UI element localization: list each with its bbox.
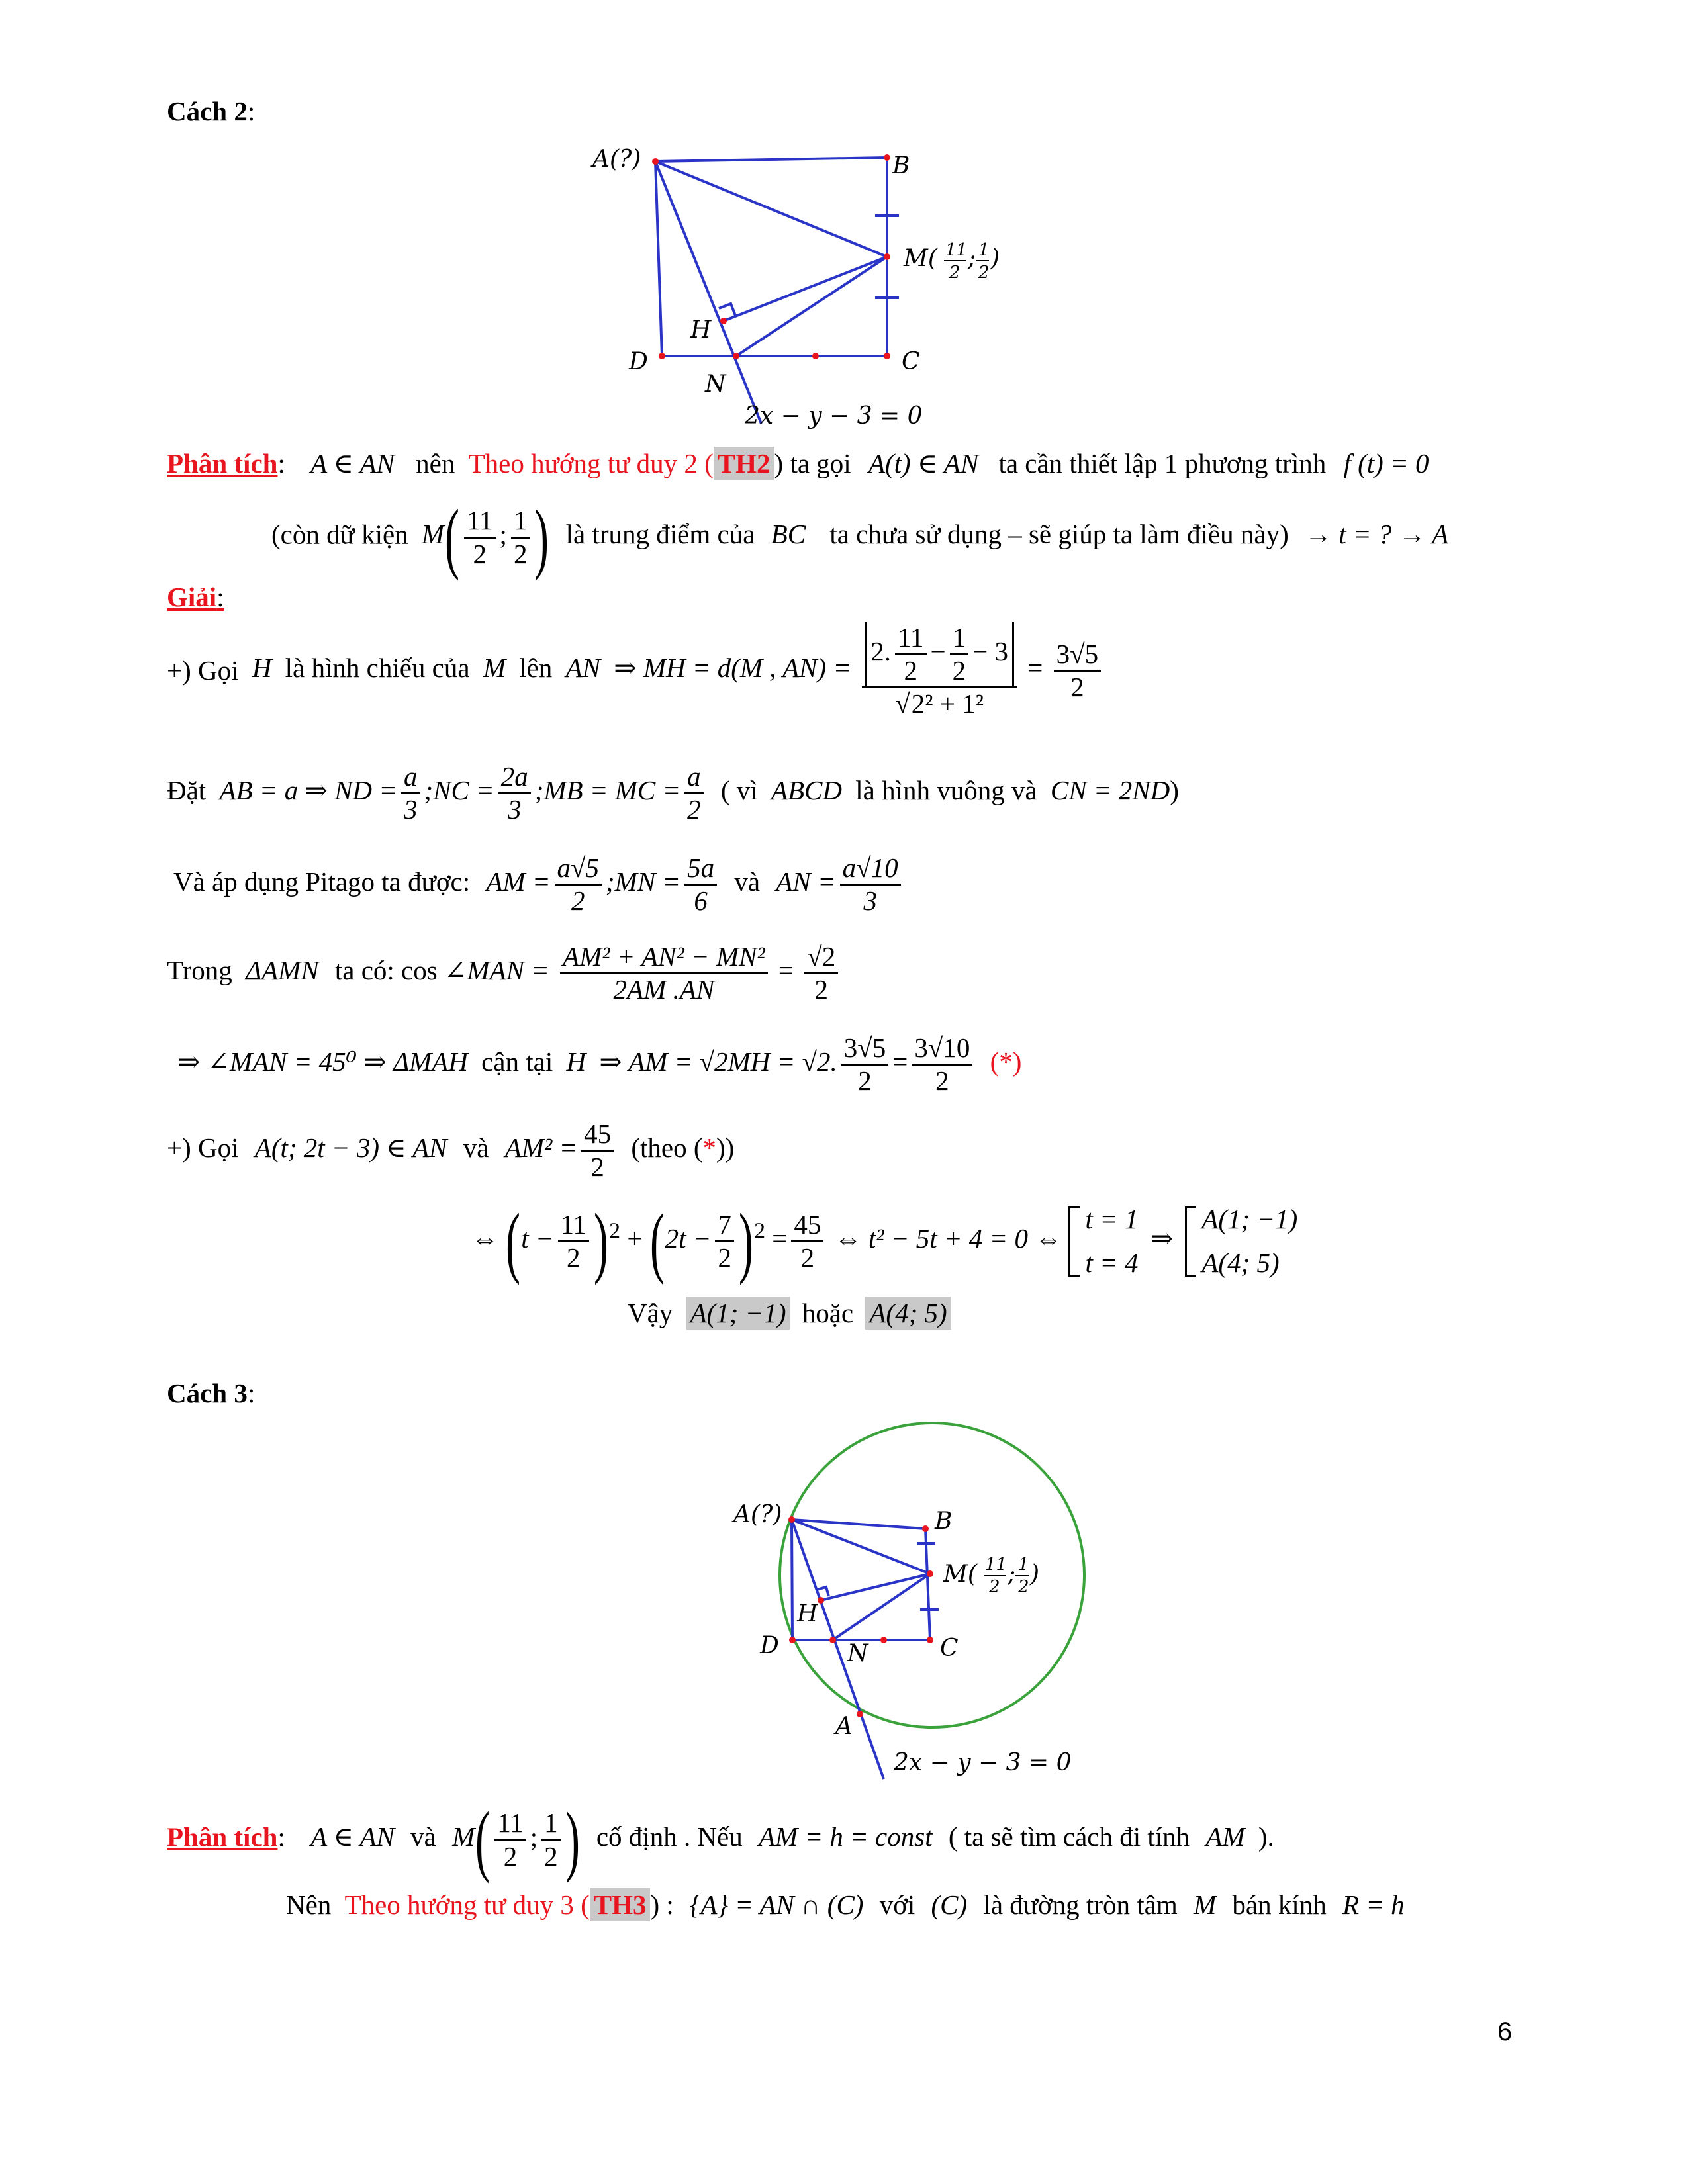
phantich2: Phân tích: A ∈ AN và M( $\frac{11}{2}$ ; $\frac{1}{2}$ ) cố định . Nếu AM = h = const ( ta sẽ tìm cách đi tính AM ). — [167, 1796, 1274, 1884]
page-number: 6 — [1497, 2017, 1513, 2046]
svg-text:): ) — [990, 245, 1000, 272]
svg-text:;: ; — [1008, 1561, 1016, 1588]
label-d: D — [760, 1632, 779, 1659]
label-a: A — [835, 1713, 853, 1740]
cach2-heading: Cách 2: — [167, 96, 256, 126]
label-h: H — [797, 1600, 818, 1627]
svg-text:2: 2 — [989, 1577, 1000, 1597]
svg-text:): ) — [1030, 1561, 1040, 1588]
line-equation: 2x − y − 3 = 0 — [745, 402, 923, 430]
edge-ab — [655, 158, 887, 161]
label-c: C — [940, 1635, 959, 1662]
label-h: H — [690, 316, 712, 343]
label-c: C — [902, 348, 920, 375]
figure-square-1 — [0, 0, 1688, 463]
label-m: M( — [943, 1561, 977, 1588]
svg-text:2: 2 — [1018, 1577, 1029, 1597]
figure-circle-2 — [0, 1390, 1688, 1787]
phantich1-line1: Phân tích: A ∈ AN nên Theo hướng tư duy 2 ( TH2 ) ta gọi A(t) ∈ AN ta cần thiết lập 1 phương trình f (t) = 0 — [167, 448, 1429, 478]
svg-text:11: 11 — [945, 240, 968, 260]
label-b: B — [892, 152, 910, 179]
svg-text:11: 11 — [985, 1555, 1008, 1574]
conclusion: Vậy A(1; −1) hoặc A(4; 5) — [628, 1300, 951, 1327]
label-b: B — [935, 1508, 953, 1535]
phantich1-line2: (còn dữ kiện M( $\frac{11}{2}$ ; $\frac{1}{2}$ ) là trung điểm của BC ta chưa sử dụng – sẽ giúp ta làm điều này) → t = ? → A — [271, 493, 1449, 581]
svg-text:2: 2 — [978, 263, 990, 283]
label-m: M( — [904, 245, 937, 272]
label-d: D — [629, 348, 648, 375]
svg-text:1: 1 — [978, 240, 990, 260]
step3: Và áp dụng Pitago ta được: AM = $\frac{a√5}{2}$ ;MN = $\frac{5a}{6}$ và AN = $\frac{a√10}{3}$ — [173, 852, 905, 917]
step7: ⇔ (t − $\frac{11}{2}$ )$^2$ + (2t − $\frac{7}{2}$ )$^2$ = $\frac{45}{2}$ ⇔ t² − 5t + 4 = 0 ⇔ t = 1 t = 4 ⇒ A(1; −1) A(4; 5) — [471, 1197, 1298, 1285]
label-a-question: A(?) — [733, 1501, 782, 1528]
label-n: N — [705, 371, 726, 398]
line-equation: 2x − y − 3 = 0 — [894, 1749, 1072, 1776]
cach3-heading: Cách 3: — [167, 1378, 256, 1408]
step1: +) Gọi H là hình chiếu của M lên AN ⇒ MH = d(M , AN) = 2. $\frac{11}{2}$ − $\frac{1}{2}$ − 3 √2² + 1² = $\frac{3√5}{2}$ — [167, 622, 1105, 719]
label-a: A(?) — [592, 146, 641, 173]
giai-label: Giải: — [167, 582, 224, 612]
step5: ⇒ ∠MAN = 45⁰ ⇒ ΔMAH cận tại H ⇒ AM = √2MH = √2. $\frac{3√5}{2}$ = $\frac{3√10}{2}$ (*) — [177, 1032, 1022, 1097]
segment-am — [655, 161, 887, 257]
label-n: N — [847, 1640, 868, 1667]
step6: +) Gọi A(t; 2t − 3) ∈ AN và AM² = $\frac{45}{2}$ (theo (*)) — [167, 1118, 735, 1183]
step2: Đặt AB = a ⇒ ND = $\frac{a}{3}$ ;NC = $\frac{2a}{3}$ ;MB = MC = $\frac{a}{2}$ ( vì ABCD là hình vuông và CN = 2ND) — [167, 761, 1179, 825]
svg-text:2: 2 — [949, 263, 961, 283]
svg-text:;: ; — [968, 245, 976, 272]
svg-text:1: 1 — [1018, 1555, 1029, 1574]
nen-line: Nên Theo hướng tư duy 3 ( TH3 ) : {A} = AN ∩ (C) với (C) là đường tròn tâm M bán kính R = h — [286, 1889, 1405, 1920]
edge-da — [655, 161, 662, 356]
step4: Trong ΔAMN ta có: cos ∠MAN = $\frac{\text{AM² + AN² − MN²}}{2AM .AN}$ = $\frac{√2}{2}$ — [167, 941, 842, 1005]
